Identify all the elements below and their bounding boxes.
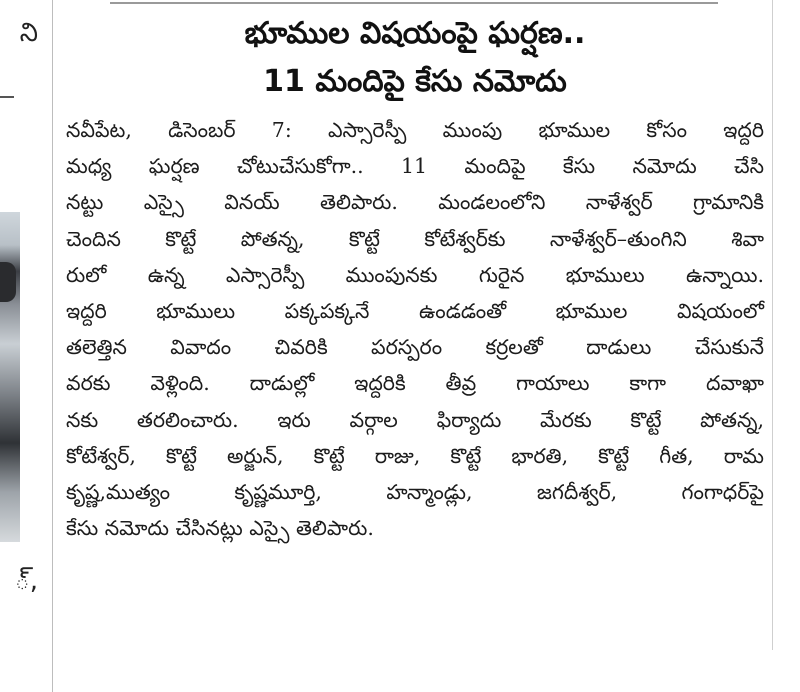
body-line: రులో ఉన్న ఎస్సారెస్పీ ముంపునకు గురైన భూములు ఉన్నాయి.: [66, 262, 764, 287]
top-rule: [110, 2, 718, 4]
body-line: నకు తరలించారు. ఇరు వర్గాల ఫిర్యాదు మేరకు కొట్టే పోతన్న,: [66, 407, 764, 432]
left-column-text-fragment: ని: [19, 18, 38, 48]
left-neighbor-column: [0, 0, 40, 692]
left-column-rule: [0, 96, 14, 98]
article-headline: [66, 10, 764, 106]
body-line: కోటేశ్వర్, కొట్టే అర్జున్, కొట్టే రాజు, కొట్టే భారతి, కొట్టే గీత, రామ: [66, 443, 764, 468]
body-line: తలెత్తిన వివాదం చివరికి పరస్పరం కర్రలతో దాడులు చేసుకునే: [66, 335, 764, 360]
news-article: [66, 10, 764, 546]
body-line: వరకు వెళ్లింది. దాడుల్లో ఇద్దరికి తీవ్ర గాయాలు కాగా దవాఖా: [66, 371, 764, 396]
column-divider-right: [772, 0, 773, 650]
body-line: కృష్ణ,ముత్యం కృష్ణమూర్తి, హన్మాండ్లు, జగదీశ్వర్, గంగాధర్‌పై: [66, 480, 764, 505]
body-line: నవీపేట, డిసెంబర్ 7: ఎస్సారెస్పీ ముంపు భూముల కోసం ఇద్దరి: [66, 118, 764, 142]
body-line: కేసు నమోదు చేసినట్లు ఎస్సై తెలిపారు.: [66, 516, 374, 541]
body-line: మధ్య ఘర్షణ చోటుచేసుకోగా.. 11 మందిపై కేసు నమోదు చేసి: [66, 154, 764, 179]
article-body: [66, 112, 764, 546]
headline-line-2: 11 మందిపై కేసు నమోదు: [263, 64, 567, 99]
body-line: నట్టు ఎస్సై వినయ్ తెలిపారు. మండలంలోని నాళేశ్వర్ గ్రామానికి: [66, 190, 764, 215]
left-column-photo-detail: [0, 262, 16, 302]
body-line: ఇద్దరి భూములు పక్కపక్కనే ఉండడంతో భూముల విషయంలో: [66, 299, 764, 324]
column-divider-left: [52, 0, 53, 692]
body-line: చెందిన కొట్టే పోతన్న, కొట్టే కోటేశ్వర్‌కు నాళేశ్వర్–తుంగిని శివా: [66, 226, 764, 251]
left-column-text-fragment: ్,: [14, 566, 38, 596]
headline-line-1: భూముల విషయంపై ఘర్షణ..: [244, 16, 586, 51]
